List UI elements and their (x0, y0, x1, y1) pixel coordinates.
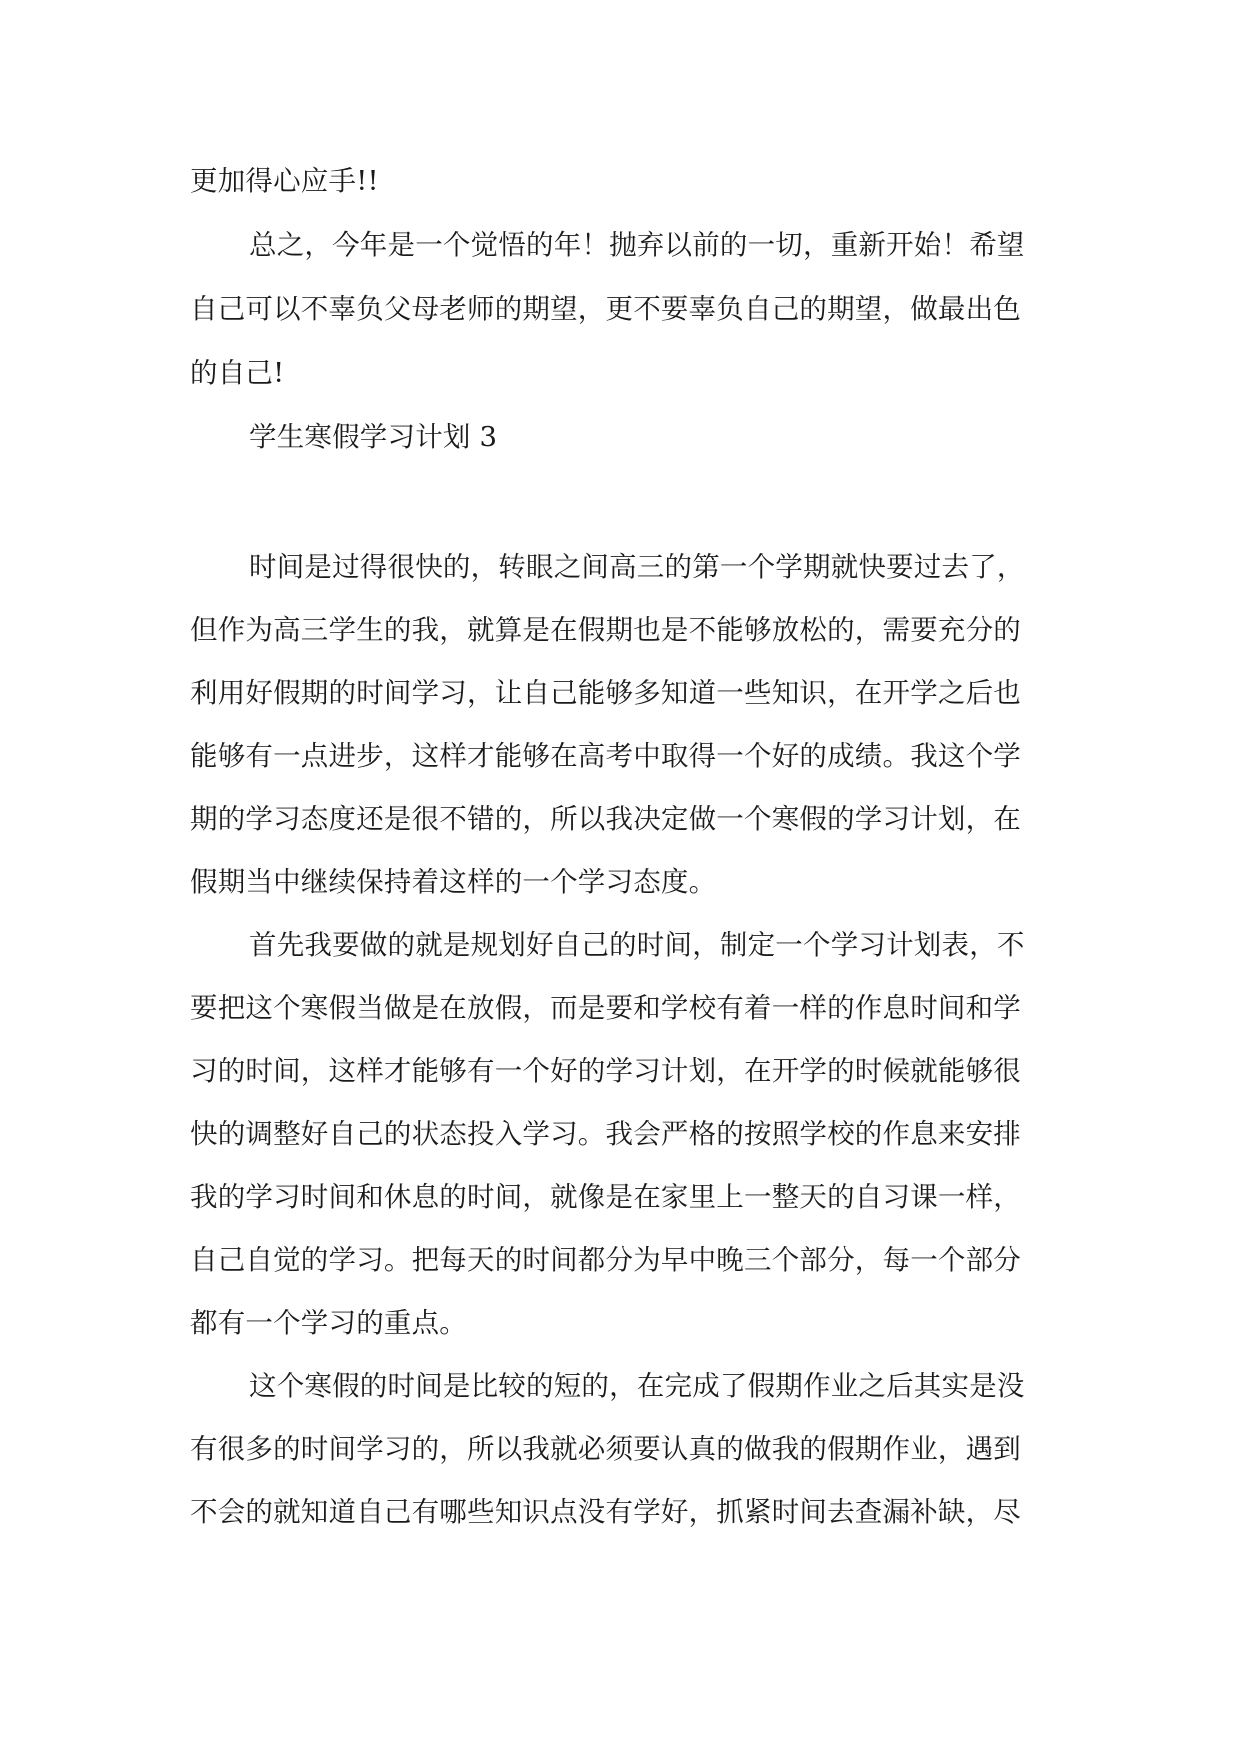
text-line: 快的调整好自己的状态投入学习。我会严格的按照学校的作息来安排 (190, 1118, 1021, 1150)
text-line: 有很多的时间学习的，所以我就必须要认真的做我的假期作业，遇到 (190, 1433, 1021, 1465)
text-line: 假期当中继续保持着这样的一个学习态度。 (190, 866, 717, 898)
text-line: 习的时间，这样才能够有一个好的学习计划，在开学的时候就能够很 (190, 1055, 1021, 1087)
text-line: 首先我要做的就是规划好自己的时间，制定一个学习计划表，不 (249, 929, 1025, 961)
text-line: 期的学习态度还是很不错的，所以我决定做一个寒假的学习计划，在 (190, 803, 1021, 835)
text-line: 利用好假期的时间学习，让自己能够多知道一些知识，在开学之后也 (190, 677, 1021, 709)
text-line: 更加得心应手!! (190, 165, 379, 197)
text-line: 我的学习时间和休息的时间，就像是在家里上一整天的自习课一样， (190, 1181, 1021, 1213)
section-title: 学生寒假学习计划 3 (249, 421, 498, 453)
text-line: 总之，今年是一个觉悟的年！抛弃以前的一切，重新开始！希望 (249, 229, 1025, 261)
text-line: 这个寒假的时间是比较的短的，在完成了假期作业之后其实是没 (249, 1370, 1025, 1402)
text-line: 要把这个寒假当做是在放假，而是要和学校有着一样的作息时间和学 (190, 992, 1021, 1024)
text-line: 不会的就知道自己有哪些知识点没有学好，抓紧时间去查漏补缺，尽 (190, 1496, 1021, 1528)
text-line: 但作为高三学生的我，就算是在假期也是不能够放松的，需要充分的 (190, 614, 1021, 646)
text-line: 自己自觉的学习。把每天的时间都分为早中晚三个部分，每一个部分 (190, 1244, 1021, 1276)
text-line: 时间是过得很快的，转眼之间高三的第一个学期就快要过去了， (249, 551, 1025, 583)
text-line: 的自己! (190, 357, 285, 389)
text-line: 能够有一点进步，这样才能够在高考中取得一个好的成绩。我这个学 (190, 740, 1021, 772)
text-line: 自己可以不辜负父母老师的期望，更不要辜负自己的期望，做最出色 (190, 293, 1021, 325)
text-line: 都有一个学习的重点。 (190, 1307, 467, 1339)
